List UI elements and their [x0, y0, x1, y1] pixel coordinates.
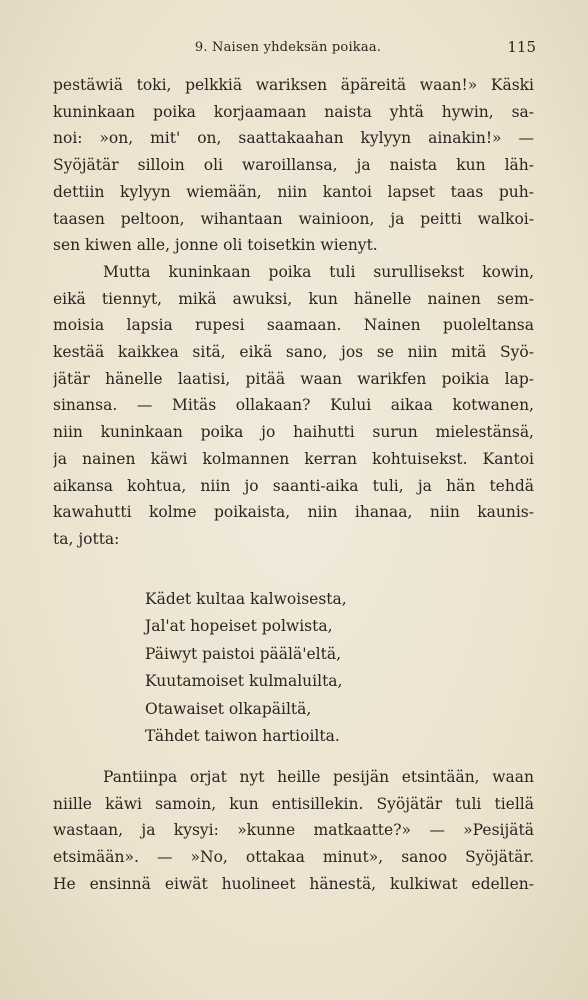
poem-line: Tähdet taiwon hartioilta.: [145, 727, 340, 746]
text-line: taasen peltoon, wihantaan wainioon, ja peitti walkoi-: [53, 209, 534, 228]
text-line: niin kuninkaan poika jo haihutti surun mielestänsä,: [53, 423, 534, 442]
poem-line: Jal'at hopeiset polwista,: [145, 617, 333, 636]
text-line: jätär hänelle laatisi, pitää waan warikfen poikia lap-: [53, 369, 534, 388]
text-line: Mutta kuninkaan poika tuli surullisekst kowin,: [103, 262, 534, 281]
text-line: niille käwi samoin, kun entisillekin. Syöjätär tuli tiellä: [53, 794, 534, 813]
text-line: kuninkaan poika korjaamaan naista yhtä hywin, sa-: [53, 102, 534, 121]
text-line: etsimään». — »No, ottakaa minut», sanoo Syöjätär.: [53, 848, 534, 867]
text-line: He ensinnä eiwät huolineet hänestä, kulkiwat edellen-: [53, 874, 534, 893]
text-line: pestäwiä toki, pelkkiä wariksen äpäreitä waan!» Käski: [53, 76, 534, 94]
paragraph: [53, 72, 534, 259]
text-line: aikansa kohtua, niin jo saanti-aika tuli, ja hän tehdä: [53, 476, 534, 495]
paragraph: [53, 259, 534, 553]
poem-line: Otawaiset olkapäiltä,: [145, 699, 312, 718]
body-text-top: [53, 72, 534, 553]
running-title: 9. Naisen yhdeksän poikaa.: [194, 40, 382, 55]
text-line: kawahutti kolme poikaista, niin ihanaa, niin kaunis-: [53, 503, 534, 522]
text-line: ta, jotta:: [53, 529, 120, 548]
poem-line: Päiwyt paistoi päälä'eltä,: [145, 644, 342, 663]
text-line: noi: »on, mit' on, saattakaahan kylyyn ainakin!» —: [53, 129, 534, 148]
text-line: Pantiinpa orjat nyt heille pesijän etsintään, waan: [103, 768, 534, 786]
body-text-bottom: [53, 764, 534, 898]
poem-line: Kädet kultaa kalwoisesta,: [145, 590, 347, 608]
page-header: [40, 36, 536, 62]
text-line: kestää kaikkea sitä, eikä sano, jos se niin mitä Syö-: [53, 343, 534, 362]
text-line: Syöjätär silloin oli waroillansa, ja naista kun läh-: [53, 156, 534, 175]
text-line: sen kiwen alle, jonne oli toisetkin wienyt.: [53, 236, 378, 255]
page-number: 115: [507, 38, 536, 56]
text-line: eikä tiennyt, mikä awuksi, kun hänelle nainen sem-: [53, 289, 534, 308]
text-line: wastaan, ja kysyi: »kunne matkaatte?» — »Pesijätä: [53, 821, 534, 840]
poem: [145, 586, 445, 750]
text-line: dettiin kylyyn wiemään, niin kantoi lapset taas puh-: [53, 182, 534, 201]
poem-line: Kuutamoiset kulmaluilta,: [145, 672, 343, 691]
text-line: ja nainen käwi kolmannen kerran kohtuisekst. Kantoi: [53, 449, 534, 468]
paragraph: [53, 764, 534, 898]
text-line: sinansa. — Mitäs ollakaan? Kului aikaa kotwanen,: [53, 396, 534, 415]
text-line: moisia lapsia rupesi saamaan. Nainen puoleltansa: [53, 316, 534, 335]
